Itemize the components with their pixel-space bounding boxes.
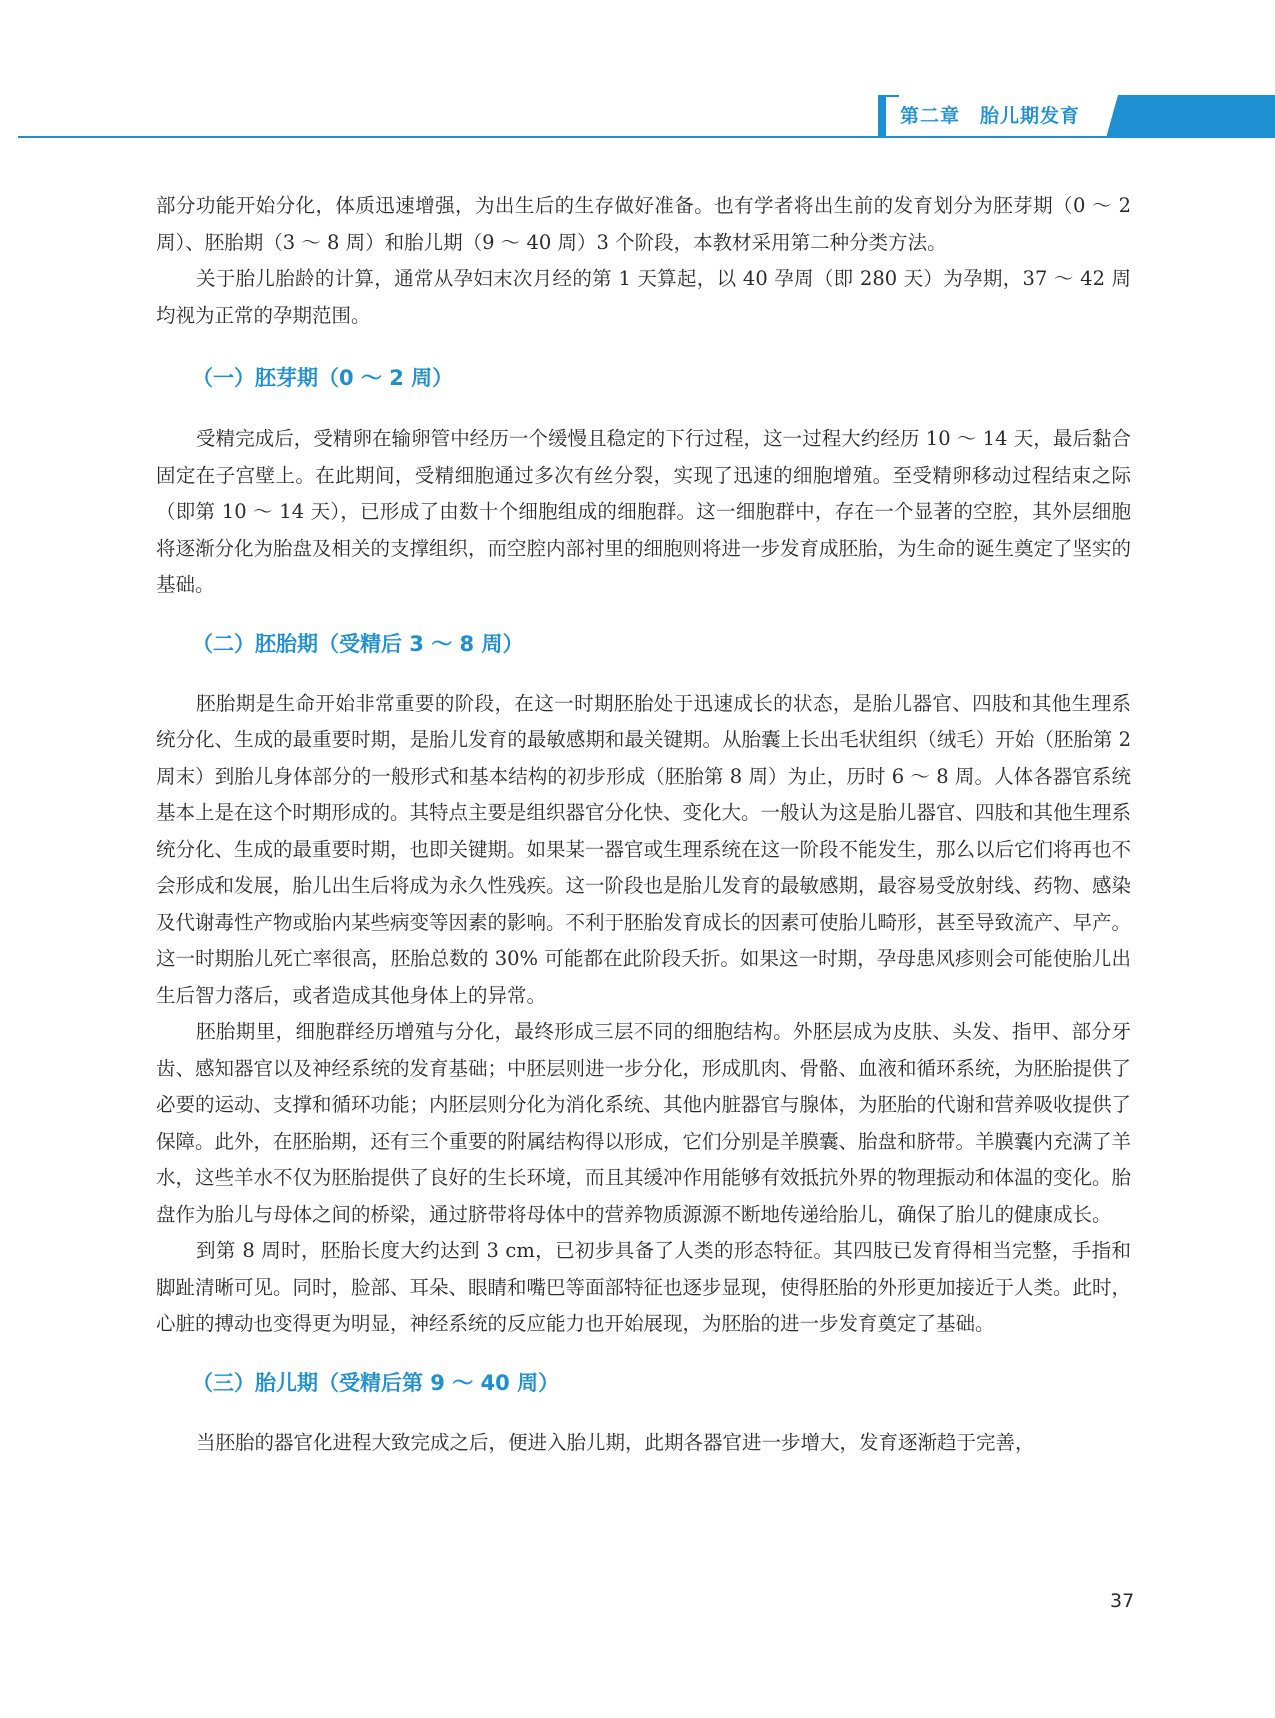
section-heading-embryonic: （二）胚胎期（受精后 3 ～ 8 周） bbox=[192, 631, 524, 656]
page-number: 37 bbox=[1110, 1590, 1135, 1612]
paragraph-embryonic-3: 到第 8 周时，胚胎长度大约达到 3 cm，已初步具备了人类的形态特征。其四肢已发育得相当完整，手指和脚趾清晰可见。同时，脸部、耳朵、眼睛和嘴巴等面部特征也逐步显现，使得胚胎的外形更加接近于人类。此时，心脏的搏动也变得更为明显，神经系统的反应能力也开始展现，为胚胎的进一步发育奠定了基础。 bbox=[156, 1239, 1132, 1335]
paragraph-fetal: 当胚胎的器官化进程大致完成之后，便进入胎儿期，此期各器官进一步增大，发育逐渐趋于完善， bbox=[196, 1430, 1035, 1454]
paragraph-germinal: 受精完成后，受精卵在输卵管中经历一个缓慢且稳定的下行过程，这一过程大约经历 10 ～ 14 天，最后黏合固定在子宫壁上。在此期间，受精细胞通过多次有丝分裂，实现了迅速的细胞增殖。至受精卵移动过程结束之际（即第 10 ～ 14 天），已形成了由数十个细胞组成的细胞群。这一细胞群中，存在一个显著的空腔，其外层细胞将逐渐分化为胎盘及相关的支撑组织，而空腔内部衬里的细胞则将进一步发育成胚胎，为生命的诞生奠定了坚实的基础。 bbox=[156, 427, 1132, 596]
paragraph-embryonic-2: 胚胎期里，细胞群经历增殖与分化，最终形成三层不同的细胞结构。外胚层成为皮肤、头发、指甲、部分牙齿、感知器官以及神经系统的发育基础；中胚层则进一步分化，形成肌肉、骨骼、血液和循环系统，为胚胎提供了必要的运动、支撑和循环功能；内胚层则分化为消化系统、其他内脏器官与腺体，为胚胎的代谢和营养吸收提供了保障。此外，在胚胎期，还有三个重要的附属结构得以形成，它们分别是羊膜囊、胎盘和脐带。羊膜囊内充满了羊水，这些羊水不仅为胚胎提供了良好的生长环境，而且其缓冲作用能够有效抵抗外界的物理振动和体温的变化。胎盘作为胎儿与母体之间的桥梁，通过脐带将母体中的营养物质源源不断地传递给胎儿，确保了胎儿的健康成长。 bbox=[156, 1020, 1132, 1226]
header-right-block bbox=[1106, 95, 1275, 138]
paragraph-continued: 部分功能开始分化，体质迅速增强，为出生后的生存做好准备。也有学者将出生前的发育划分为胚芽期（0 ～ 2 周）、胚胎期（3 ～ 8 周）和胎儿期（9 ～ 40 周）3 个阶段，本教材采用第二种分类方法。 bbox=[156, 194, 1131, 254]
section-heading-fetal: （三）胎儿期（受精后第 9 ～ 40 周） bbox=[192, 1370, 560, 1395]
chapter-header bbox=[878, 95, 1275, 138]
section-heading-germinal: （一）胚芽期（0 ～ 2 周） bbox=[192, 366, 454, 390]
paragraph-gestational-age: 关于胎儿胎龄的计算，通常从孕妇末次月经的第 1 天算起，以 40 孕周（即 280 天）为孕期，37 ～ 42 周均视为正常的孕期范围。 bbox=[156, 267, 1131, 327]
paragraph-embryonic-1: 胚胎期是生命开始非常重要的阶段，在这一时期胚胎处于迅速成长的状态，是胎儿器官、四肢和其他生理系统分化、生成的最重要时期，是胎儿发育的最敏感期和最关键期。从胎囊上长出毛状组织（绒毛）开始（胚胎第 2 周末）到胎儿身体部分的一般形式和基本结构的初步形成（胚胎第 8 周）为止，历时 6 ～ 8 周。人体各器官系统基本上是在这个时期形成的。其特点主要是组织器官分化快、变化大。一般认为这是胎儿器官、四肢和其他生理系统分化、生成的最重要时期，也即关键期。如果某一器官或生理系统在这一阶段不能发生，那么以后它们将再也不会形成和发展，胎儿出生后将成为永久性残疾。这一阶段也是胎儿发育的最敏感期，最容易受放射线、药物、感染及代谢毒性产物或胎内某些病变等因素的影响。不利于胚胎发育成长的因素可使胎儿畸形，甚至导致流产、早产。这一时期胎儿死亡率很高，胚胎总数的 30% 可能都在此阶段夭折。如果这一时期，孕母患风疹则会可能使胎儿出生后智力落后，或者造成其他身体上的异常。 bbox=[156, 691, 1132, 1007]
page-body bbox=[156, 188, 1131, 1461]
chapter-title: 第二章 胎儿期发育 bbox=[900, 105, 1081, 127]
